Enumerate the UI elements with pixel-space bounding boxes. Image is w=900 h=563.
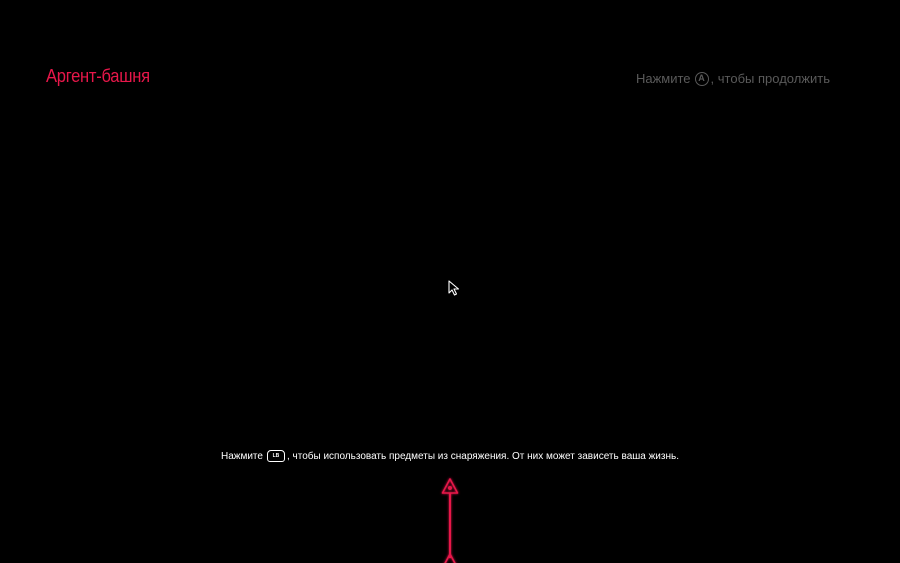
gear-marker-dot bbox=[448, 486, 452, 490]
continue-prompt-text-before: Нажмите bbox=[635, 71, 691, 86]
location-title: Аргент-башня bbox=[46, 66, 150, 86]
gear-marker-bottom-triangle bbox=[443, 554, 458, 563]
mouse-cursor-icon bbox=[448, 280, 460, 296]
gear-hint-text-after: , чтобы использовать предметы из снаряжения. От них может зависеть ваша жизнь. bbox=[286, 450, 679, 462]
a-button-icon: A bbox=[695, 72, 709, 86]
gear-hint bbox=[0, 450, 900, 462]
continue-prompt-text-after: , чтобы продолжить bbox=[710, 71, 830, 86]
equipment-marker-icon bbox=[438, 476, 462, 563]
lb-button-icon: LB bbox=[267, 450, 285, 462]
gear-hint-text-before: Нажмите bbox=[221, 450, 263, 462]
continue-prompt[interactable] bbox=[636, 71, 830, 86]
